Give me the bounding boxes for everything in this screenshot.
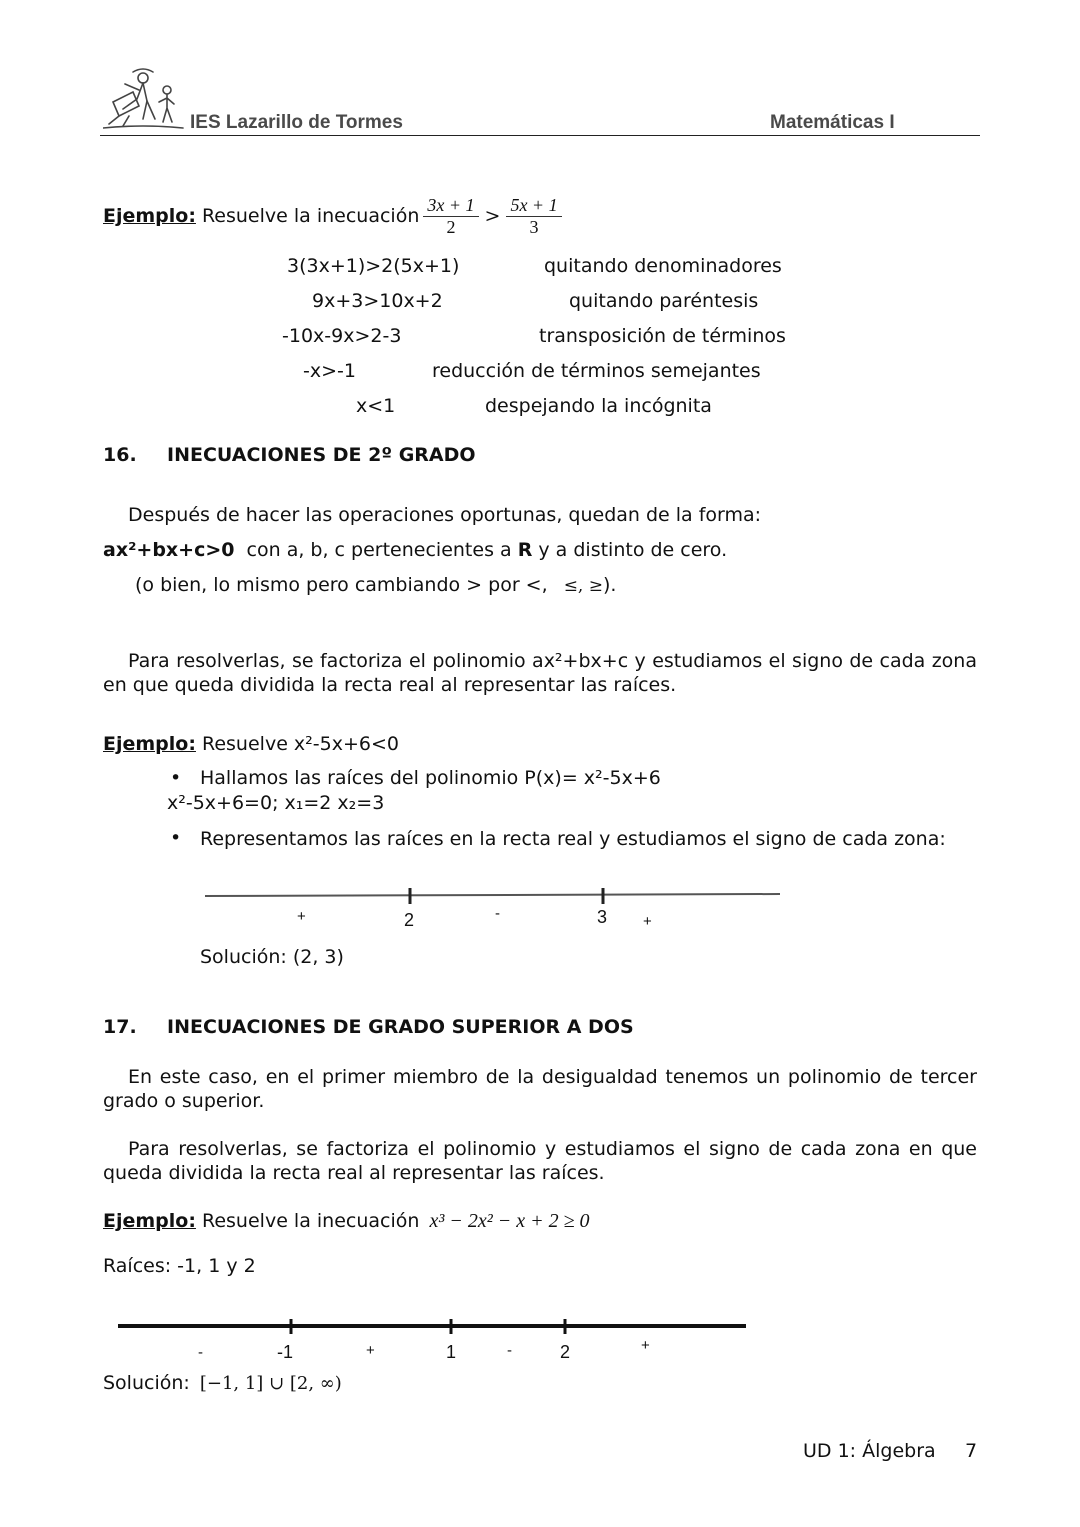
real-set-symbol: R <box>517 539 533 561</box>
paragraph: En este caso, en el primer miembro de la desigualdad tenemos un polinomio de tercer grado o superior. <box>103 1066 977 1112</box>
number-line-cubic <box>110 1316 760 1340</box>
paragraph: Después de hacer las operaciones oportunas, quedan de la forma: <box>128 504 762 526</box>
step-expr: x<1 <box>356 395 396 417</box>
solution-expression: [−1, 1] ∪ [2, ∞) <box>199 1373 342 1394</box>
root-label: 3 <box>597 907 608 927</box>
relation-symbol: > <box>484 205 501 227</box>
fraction-right <box>506 195 561 238</box>
number-line-axis <box>205 894 780 896</box>
step-note: quitando denominadores <box>544 255 782 277</box>
roots-line: x²-5x+6=0; x₁=2 x₂=3 <box>167 792 385 814</box>
general-form <box>103 539 727 561</box>
example-label: Ejemplo: <box>103 733 196 755</box>
example-text: Resuelve la inecuación <box>202 1210 420 1232</box>
alt-end: ). <box>602 574 617 596</box>
paragraph: Para resolverlas, se factoriza el polinomio y estudiamos el signo de cada zona en que queda dividida la recta real al representar las raíces. <box>103 1138 977 1184</box>
step-note: reducción de términos semejantes <box>432 360 761 382</box>
form-text: con a, b, c pertenecientes a <box>246 539 512 561</box>
unit-label: UD 1: Álgebra <box>803 1440 936 1462</box>
step-expr: -10x-9x>2-3 <box>282 325 402 347</box>
example-expression: x³ − 2x² − x + 2 ≥ 0 <box>429 1210 590 1232</box>
sign-label: - <box>507 1342 512 1359</box>
sign-label: + <box>366 1342 375 1359</box>
bullet-text: Representamos las raíces en la recta real y estudiamos el signo de cada zona: <box>200 828 946 850</box>
page-number: 7 <box>965 1440 978 1462</box>
sign-label: + <box>641 1337 650 1354</box>
step-expr: 9x+3>10x+2 <box>312 290 443 312</box>
fraction-right-denominator: 3 <box>529 216 539 237</box>
paragraph: Para resolverlas, se factoriza el polinomio ax²+bx+c y estudiamos el signo de cada zona en que queda dividida la recta real al representar las raíces. <box>103 650 977 696</box>
fraction-left <box>423 195 478 238</box>
bullet-icon: • <box>170 767 182 789</box>
section-number: 16. <box>103 444 137 466</box>
step-note: quitando paréntesis <box>569 290 759 312</box>
subject-name: Matemáticas I <box>770 112 895 133</box>
root-label: 1 <box>446 1342 457 1362</box>
root-label: 2 <box>404 910 415 930</box>
example-label: Ejemplo: <box>103 205 196 227</box>
root-label: 2 <box>560 1342 571 1362</box>
example-statement <box>103 733 399 755</box>
example-text: Resuelve x²-5x+6<0 <box>202 733 399 755</box>
example-1-statement <box>103 188 562 244</box>
step-expr: -x>-1 <box>303 360 356 382</box>
school-name: IES Lazarillo de Tormes <box>190 112 403 133</box>
roots-text: Raíces: -1, 1 y 2 <box>103 1255 256 1277</box>
solution: Solución: (2, 3) <box>200 946 344 968</box>
step-note: despejando la incógnita <box>485 395 712 417</box>
alt-text: (o bien, lo mismo pero cambiando > por <, <box>135 574 548 596</box>
bullet-icon: • <box>170 827 182 849</box>
fraction-left-numerator: 3x + 1 <box>423 195 478 217</box>
section-number: 17. <box>103 1016 137 1038</box>
example-statement <box>103 1210 590 1233</box>
section-title: INECUACIONES DE GRADO SUPERIOR A DOS <box>167 1016 634 1038</box>
form-text-end: y a distinto de cero. <box>538 539 728 561</box>
alternative-forms <box>135 574 616 596</box>
section-title: INECUACIONES DE 2º GRADO <box>167 444 476 466</box>
sign-label: - <box>495 905 500 922</box>
step-note: transposición de términos <box>539 325 786 347</box>
step-expr: 3(3x+1)>2(5x+1) <box>287 255 460 277</box>
header-rule <box>100 135 980 136</box>
root-label: -1 <box>277 1342 294 1362</box>
sign-label: + <box>297 908 306 925</box>
alt-symbols: ≤, ≥ <box>563 576 603 596</box>
example-text: Resuelve la inecuación <box>201 205 420 227</box>
fraction-left-denominator: 2 <box>446 216 456 237</box>
solution <box>103 1372 342 1394</box>
solution-label: Solución: <box>103 1372 190 1394</box>
example-label: Ejemplo: <box>103 1210 196 1232</box>
bullet-text: Hallamos las raíces del polinomio P(x)= x²-5x+6 <box>200 767 661 789</box>
form-expression: ax²+bx+c>0 <box>103 539 235 561</box>
sign-label: - <box>198 1344 203 1361</box>
sign-label: + <box>643 913 652 930</box>
fraction-right-numerator: 5x + 1 <box>506 195 561 217</box>
school-logo <box>103 62 185 132</box>
